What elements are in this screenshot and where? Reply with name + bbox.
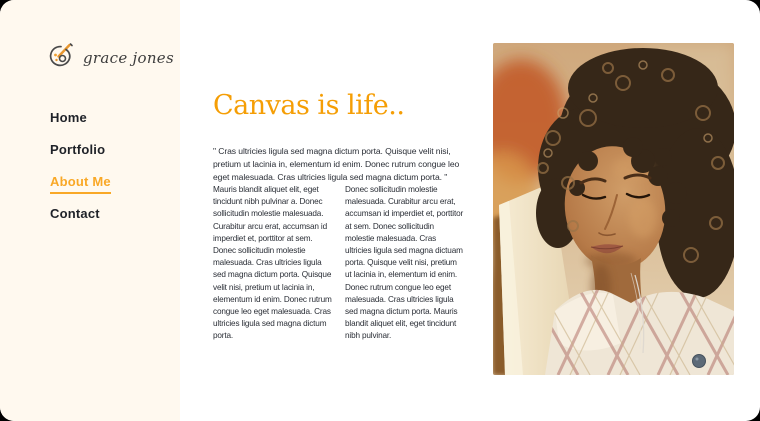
body-text-column-1: Mauris blandit aliquet elit, eget tincidunt nibh pulvinar a. Donec sollicitudin molestie malesuada. Curabitur arcu erat, accumsan id imperdiet et, porttitor at sem. Donec sollicitudin molestie malesuada. Cras ultricies ligula sed magna dictum porta. Quisque velit nisi, pretium ut lacinia in, elementum id enim. Donec rutrum congue leo eget malesuada. Cras ultricies ligula sed magna dictum porta.	[213, 185, 332, 341]
intro-quote: " Cras ultricies ligula sed magna dictum porta. Quisque velit nisi, pretium ut lacinia in, elementum id enim. Donec rutrum congue leo eget malesuada. Cras ultricies ligula sed magna dictum porta. "	[213, 145, 460, 183]
nav-item-portfolio[interactable]: Portfolio	[50, 142, 106, 157]
sidebar-nav	[50, 110, 111, 238]
nav-item-home[interactable]: Home	[50, 110, 87, 125]
sidebar	[0, 0, 180, 421]
nav-item-about-me[interactable]: About Me	[50, 174, 111, 194]
nav-item-contact[interactable]: Contact	[50, 206, 100, 221]
logo-text: grace jones	[83, 49, 174, 67]
body-text-column-2: Donec sollicitudin molestie malesuada. Curabitur arcu erat, accumsan id imperdiet et, porttitor at sem. Donec sollicitudin molestie malesuada. Cras ultricies ligula sed magna dictuam porta. Quisque velit nisi, pretium ut lacinia in, elementum id enim. Donec rutrum congue leo eget malesuada. Cras ultricies ligula sed magna dictum porta. Mauris blandit aliquet elit, eget tincidunt nibh pulvinar.	[345, 185, 464, 341]
about-photo	[493, 43, 734, 375]
woman-painting-photo-illustration	[493, 43, 734, 375]
page-title: Canvas is life..	[213, 90, 405, 121]
logo[interactable]	[46, 42, 174, 74]
palette-brush-icon	[46, 42, 76, 74]
body-text-columns	[213, 184, 465, 343]
